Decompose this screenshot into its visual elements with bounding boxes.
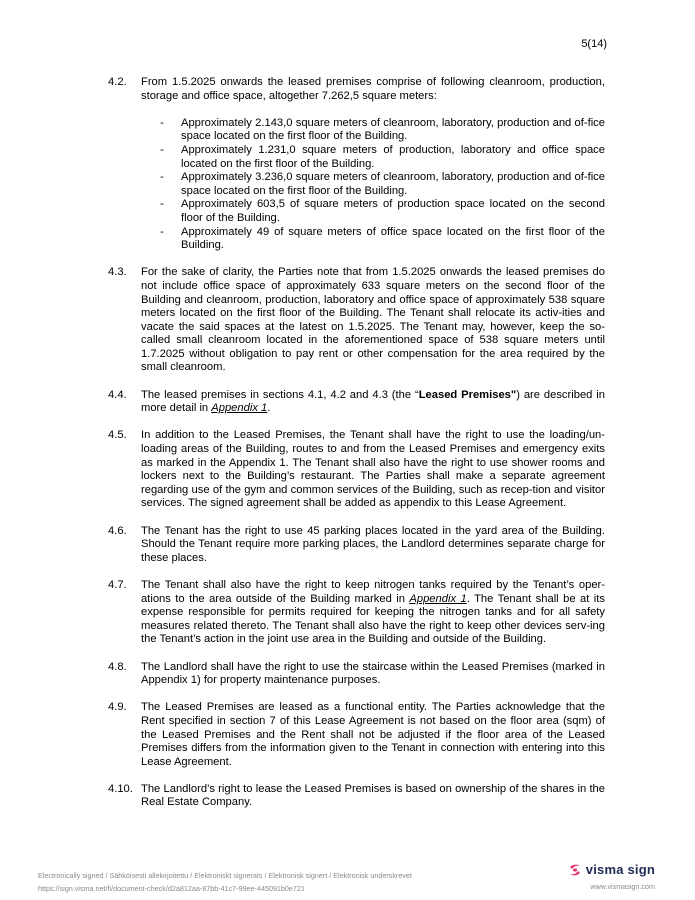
section-text: In addition to the Leased Premises, the Tenant shall have the right to use the loading/un-loading areas of the Building, routes to and from the Leased Premises and emergency exits as marked in the Appendix 1. The Tenant shall also have the right to use shower rooms and lockers next to the Building’s restaurant. The Parties shall make a separate agreement regarding use of the gym and common services of the Building, such as recep-tion and visitor services. The signed agreement shall be added as appendix to this Lease Agreement. xyxy=(141,429,605,510)
signed-notice: Electronically signed / Sähköisesti allekirjoitettu / Elektroniskt signerats / Elektronisk signert / Elektronisk underskrevet xyxy=(38,871,412,880)
section-number: 4.6. xyxy=(108,524,127,537)
section-4-3 xyxy=(108,266,605,375)
section-number: 4.10. xyxy=(108,782,133,795)
list-item: - Approximately 2.143,0 square meters of cleanroom, laboratory, production and of-fice space located on the first floor of the Building. xyxy=(160,116,605,143)
section-text: The Landlord shall have the right to use the staircase within the Leased Premises (marked in Appendix 1) for property maintenance purposes. xyxy=(141,660,605,687)
visma-sign-logo-icon xyxy=(568,863,582,877)
section-4-10 xyxy=(108,783,605,810)
visma-site-link[interactable]: www.vismasign.com xyxy=(590,882,655,891)
section-4-4 xyxy=(108,389,605,416)
appendix-link[interactable]: Appendix 1 xyxy=(409,592,467,605)
defined-term: Leased Premises" xyxy=(418,388,517,401)
section-number: 4.7. xyxy=(108,578,127,591)
section-text: For the sake of clarity, the Parties note that from 1.5.2025 onwards the leased premises do not include office space of approximately 633 square meters on the second floor of the Building and cleanroom, production, laboratory and office space of approximately 538 square meters located on the first floor of the Building. The Tenant shall relocate its activ-ities and vacate the said spaces at the latest on 1.5.2025. The Tenant may, however, keep the so-called small cleanroom located in the aforementioned space of 538 square meters until 1.7.2025 without obligation to pay rent or other compensation for the area required by the small cleanroom. xyxy=(141,266,605,374)
section-4-8 xyxy=(108,661,605,688)
list-item: - Approximately 3.236,0 square meters of cleanroom, laboratory, production and of-fice space located on the first floor of the Building. xyxy=(160,171,605,197)
page-number: 5(14) xyxy=(581,38,607,50)
section-text: The Tenant shall also have the right to keep nitrogen tanks required by the Tenant’s oper-ations to the area outside of the Building marked in Appendix 1. The Tenant shall be at its expense responsible for permits required for keeping the nitrogen tanks and for all safety measures related thereto. The Tenant shall also have the right to keep other devices serv-ing the Tenant’s action in the joint use area in the Building and outside of the Building. xyxy=(141,578,605,646)
appendix-link[interactable]: Appendix 1 xyxy=(211,402,268,415)
section-text: The leased premises in sections 4.1, 4.2 and 4.3 (the “Leased Premises") are described in more detail in Appendix 1. xyxy=(141,388,605,415)
section-4-6 xyxy=(108,525,605,566)
section-number: 4.2. xyxy=(108,76,127,88)
section-4-2 xyxy=(108,76,605,253)
logo-text: visma sign xyxy=(585,862,655,877)
section-4-9 xyxy=(108,701,605,769)
section-text: The Leased Premises are leased as a functional entity. The Parties acknowledge that the Rent specified in section 7 of this Lease Agreement is not based on the floor area (sqm) of the Leased Premises and the Rent shall not be adjusted if the floor area of the Leased Premises differs from the information given to the Tenant in connection with entering into this Lease Agreement. xyxy=(141,701,605,768)
section-4-2-intro: From 1.5.2025 onwards the leased premises comprise of following cleanroom, production, storage and office space, altogether 7.262,5 square meters: xyxy=(141,76,605,102)
premises-list xyxy=(141,117,605,253)
section-text: The Tenant has the right to use 45 parking places located in the yard area of the Building. Should the Tenant require more parking places, the Landlord determines separate charge for these places. xyxy=(141,524,605,564)
section-number: 4.4. xyxy=(108,388,127,401)
list-item: - Approximately 1.231,0 square meters of production, laboratory and office space located on the first floor of the Building. xyxy=(160,143,605,170)
visma-sign-logo xyxy=(568,862,655,877)
section-4-7 xyxy=(108,579,605,647)
signature-footer xyxy=(38,869,412,895)
document-check-link[interactable]: https://sign.visma.net/fi/document-check/d2a812aa-87bb-41c7-99ee-445091b0e721 xyxy=(38,884,305,893)
document-body xyxy=(108,76,605,824)
section-text: The Landlord’s right to lease the Leased Premises is based on ownership of the shares in the Real Estate Company. xyxy=(141,782,605,809)
section-text xyxy=(141,76,605,253)
list-item: - Approximately 49 of square meters of office space located on the first floor of the Building. xyxy=(160,225,605,252)
list-item: - Approximately 603,5 of square meters of production space located on the second floor of the Building. xyxy=(160,198,605,224)
section-number: 4.3. xyxy=(108,266,127,279)
section-number: 4.8. xyxy=(108,660,127,673)
section-number: 4.5. xyxy=(108,429,127,442)
section-4-5 xyxy=(108,429,605,511)
section-number: 4.9. xyxy=(108,701,127,714)
